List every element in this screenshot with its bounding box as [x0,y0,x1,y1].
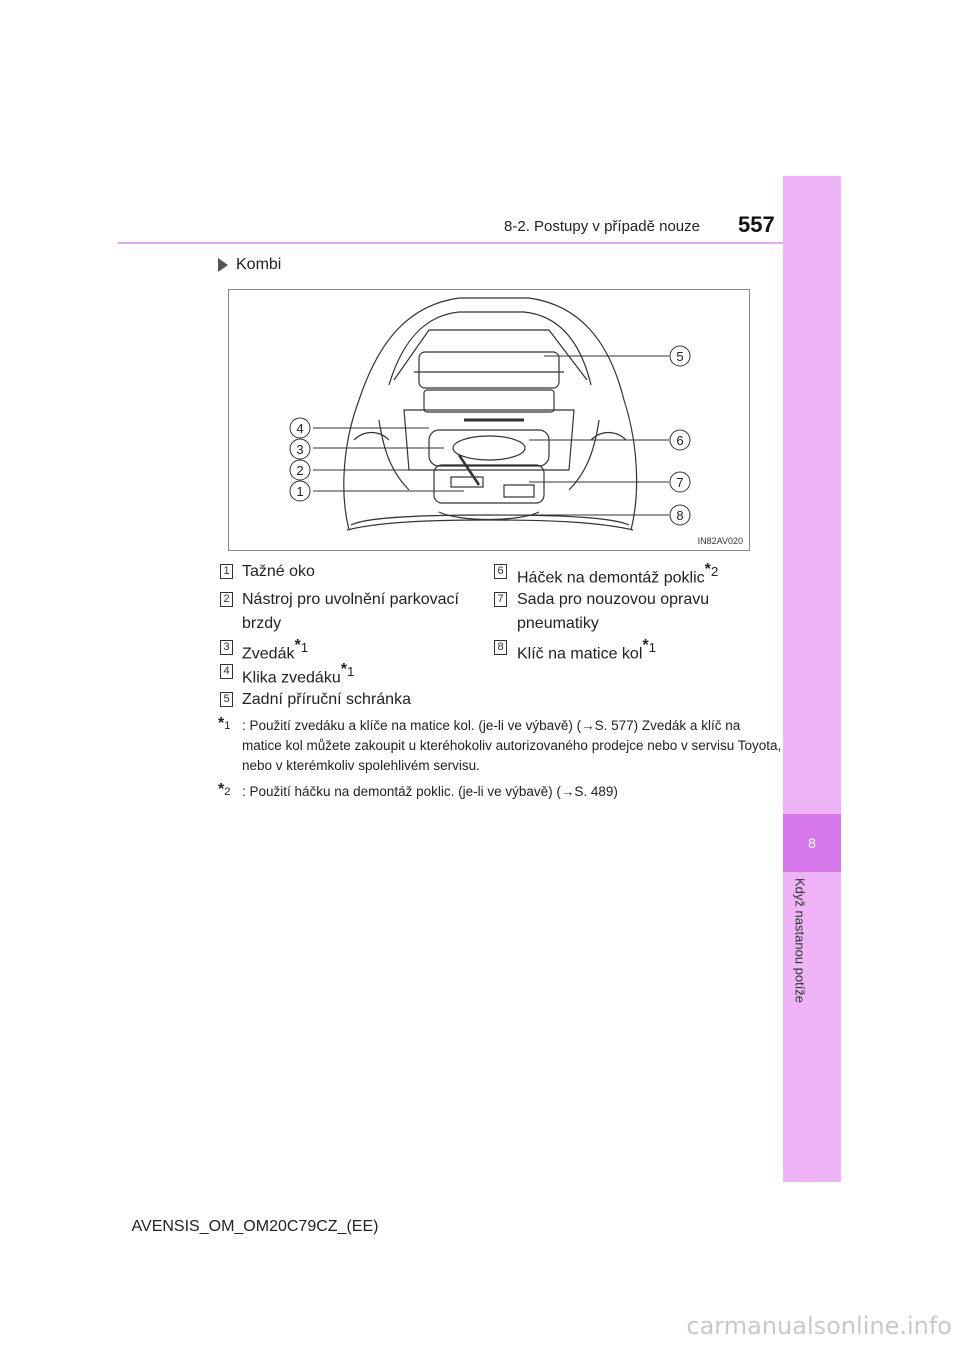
callout-2 [290,460,310,480]
svg-text:2: 2 [296,463,304,478]
legend-item [242,560,477,584]
legend-text: Zadní příruční schránka [242,691,411,708]
legend-text: Klika zvedáku [242,669,341,687]
footnote-text: : Použití zvedáku a klíče na matice kol. (je-li ve výbavě) (→S. 577) Zvedák a klíč na matice kol můžete zakoupit u kteréhokoliv autorizovaného prodejce nebo v servisu Toyota, nebo v kterémkoliv spolehlivém servisu. [242,718,782,773]
footnote-text: : Použití háčku na demontáž poklic. (je-li ve výbavě) (→S. 489) [242,784,618,799]
chapter-side-tab [783,176,841,1182]
legend-item: Klika zvedáku*$^1$ [242,661,355,687]
watermark: carmanualsonline.info [686,1312,952,1340]
legend-footnote-ref: 1 [648,640,657,655]
header-divider [118,242,783,244]
legend-footnote-ref: 1 [346,664,355,679]
legend-item [242,588,477,636]
triangle-bullet-icon [218,258,228,272]
legend-number-badge: 1 [220,564,233,579]
legend-number-badge: 6 [494,564,507,579]
legend-text: Nástroj pro uvolnění parkovací brzdy [242,591,459,632]
footnote [218,782,778,806]
svg-text:3: 3 [296,442,304,457]
section-heading: Kombi [236,256,282,273]
legend-number-badge: 8 [494,640,507,655]
legend-text: Sada pro nouzovou opravu pneumatiky [517,591,710,632]
callout-6 [670,430,690,450]
legend-footnote-ref: 1 [300,640,309,655]
legend-footnote-ref: 2 [710,564,719,579]
legend-item: Háček na demontáž poklic*$^2$ [517,561,719,587]
svg-text:6: 6 [676,433,684,448]
callout-7 [670,472,690,492]
legend-item [242,688,477,712]
footnote-mark: *$^1$ [218,715,231,732]
callout-3 [290,439,310,459]
car-trunk-drawing [229,290,750,551]
callout-5 [670,346,690,366]
legend-text: Klíč na matice kol [517,645,643,663]
svg-text:7: 7 [676,475,684,490]
legend-text: Tažné oko [242,563,315,580]
callout-8 [670,505,690,525]
legend-text: Zvedák [242,645,295,663]
footnote [218,715,782,780]
trunk-illustration [228,289,750,551]
footnote-mark: *$^2$ [218,781,231,798]
svg-text:1: 1 [296,484,304,499]
callout-1 [290,481,310,501]
svg-text:8: 8 [676,508,684,523]
svg-text:4: 4 [296,421,304,436]
header-section-title: 8-2. Postupy v případě nouze [504,218,700,235]
legend-number-badge: 7 [494,592,507,607]
legend-item [517,588,727,636]
callout-4 [290,418,310,438]
chapter-side-label: Když nastanou potíže [792,878,808,1004]
legend-item: Klíč na matice kol*$^1$ [517,637,657,663]
svg-text:5: 5 [676,349,684,364]
page-number: 557 [738,212,775,237]
legend-text: Háček na demontáž poklic [517,569,705,587]
legend-number-badge: 4 [220,664,233,679]
legend-number-badge: 5 [220,692,233,707]
chapter-number-badge: 8 [783,814,841,872]
figure-code: IN82AV020 [697,536,743,546]
legend-item: Zvedák*$^1$ [242,637,309,663]
legend-number-badge: 3 [220,640,233,655]
legend-number-badge: 2 [220,592,233,607]
document-footer-code: AVENSIS_OM_OM20C79CZ_(EE) [131,1218,379,1235]
